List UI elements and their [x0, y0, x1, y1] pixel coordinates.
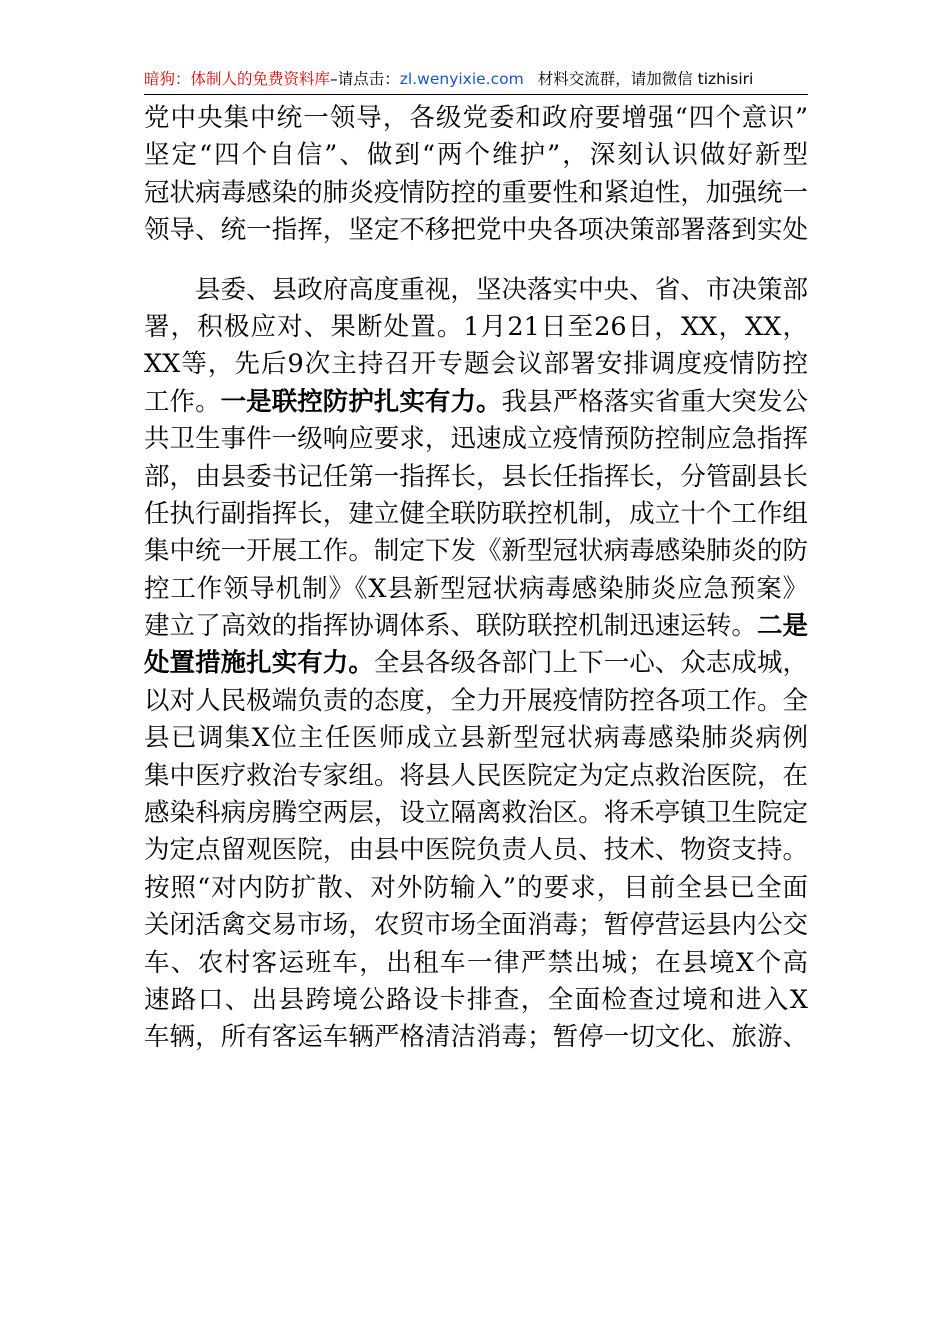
document-body — [144, 100, 808, 1057]
text-line: 任执行副指挥长，建立健全联防联控机制，成立十个工作组 — [144, 498, 808, 529]
text-line: 为定点留观医院，由县中医院负责人员、技术、物资支持。 — [144, 835, 808, 866]
text-line: 关闭活禽交易市场，农贸市场全面消毒；暂停营运县内公交 — [144, 910, 808, 941]
header-prompt: –请点击： — [330, 70, 400, 88]
page-header — [144, 66, 808, 95]
paragraph-2 — [144, 272, 808, 1057]
text-line: 按照“对内防扩散、对外防输入”的要求，目前全县已全面 — [144, 872, 808, 903]
text-line: 车、农村客运班车，出租车一律严禁出城；在县境X个高 — [144, 947, 808, 978]
text-line: 部，由县委书记任第一指挥长，县长任指挥长，分管副县长 — [144, 461, 808, 492]
text-line: 速路口、出县跨境公路设卡排查，全面检查过境和进入X — [144, 984, 808, 1015]
text-line: 集中统一开展工作。制定下发《新型冠状病毒感染肺炎的防 — [144, 536, 808, 567]
text-line: 冠状病毒感染的肺炎疫情防控的重要性和紧迫性，加强统一 — [144, 177, 808, 208]
site-name: 暗狗：体制人的免费资料库 — [144, 70, 331, 88]
group-note: 材料交流群，请加微信 tizhisiri — [537, 70, 754, 88]
text-line: 共卫生事件一级响应要求，迅速成立疫情预防控制应急指挥 — [144, 424, 808, 455]
text-line: 建立了高效的指挥协调体系、联防联控机制迅速运转。二是 — [144, 611, 808, 642]
point-one-heading: 一是联控防护扎实有力。 — [220, 386, 502, 417]
text-line: 领导、统一指挥，坚定不移把党中央各项决策部署落到实处 — [144, 215, 808, 246]
text-line: 党中央集中统一领导，各级党委和政府要增强“四个意识” — [144, 103, 808, 133]
text-line: 控工作领导机制》《X县新型冠状病毒感染肺炎应急预案》 — [144, 573, 808, 604]
text-line: 处置措施扎实有力。全县各级各部门上下一心、众志成城， — [144, 648, 808, 679]
text-line: 工作。一是联控防护扎实有力。我县严格落实省重大突发公 — [144, 386, 808, 417]
header-link[interactable]: zl.wenyixie.com — [399, 70, 524, 88]
point-two-heading-end: 处置措施扎实有力。 — [144, 648, 374, 679]
text-line: 县已调集X位主任医师成立县新型冠状病毒感染肺炎病例 — [144, 723, 808, 754]
text-line: 署，积极应对、果断处置。1月21日至26日，XX，XX， — [144, 311, 808, 342]
text-line: XX等，先后9次主持召开专题会议部署安排调度疫情防控 — [144, 349, 808, 380]
paragraph-1 — [144, 100, 808, 250]
text-line: 以对人民极端负责的态度，全力开展疫情防控各项工作。全 — [144, 685, 808, 716]
text-line: 车辆，所有客运车辆严格清洁消毒；暂停一切文化、旅游、 — [144, 1022, 808, 1053]
text-line: 县委、县政府高度重视，坚决落实中央、省、市决策部 — [195, 274, 808, 305]
text-line: 坚定“四个自信”、做到“两个维护”，深刻认识做好新型 — [144, 140, 808, 171]
text-line: 集中医疗救治专家组。将县人民医院定为定点救治医院，在 — [144, 760, 808, 791]
point-two-heading-start: 二是 — [756, 611, 808, 642]
text-line: 感染科病房腾空两层，设立隔离救治区。将禾亭镇卫生院定 — [144, 798, 808, 829]
